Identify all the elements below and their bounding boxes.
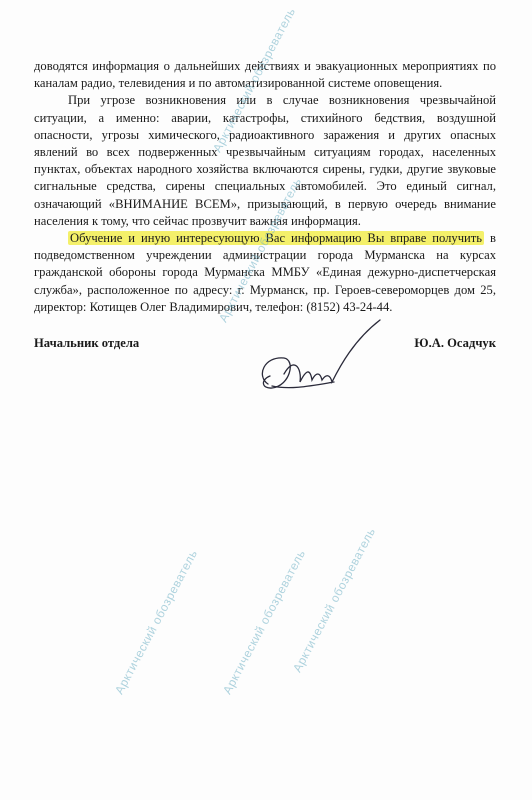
document-body <box>34 58 496 316</box>
watermark-stamp: Арктический обозреватель <box>210 5 299 155</box>
paragraph-evacuation-info: доводятся информация о дальнейших действиях и эвакуационных мероприятиях по каналам радио, телевидения и по автоматизированной системе оповещения. <box>34 59 496 91</box>
highlighted-text: Обучение и иную интересующую Вас информацию Вы вправе получить <box>70 231 483 246</box>
watermark-stamp: Арктический обозреватель <box>112 547 201 697</box>
paragraph-emergency-signal: При угрозе возникновения или в случае возникновения чрезвычайной ситуации, а именно: аварии, катастрофы, стихийного бедствия, воздушной опасности, угрозы химического, радиоактивного заражения и других опасных явлений во всех подверженных чрезвычайным ситуациям городах, населенных пунктах, объектах народного хозяйства включаются сирены, гудки, другие звуковые сигнальные средства, сирены специальных автомобилей. Это единый сигнал, означающий «ВНИМАНИЕ ВСЕМ», призывающий, в первую очередь внимание населения к тому, что сейчас прозвучит важная информация. <box>34 93 496 228</box>
signer-name: Ю.А. Осадчук <box>414 336 496 350</box>
paragraph-training-details: в подведомственном учреждении администрации города Мурманска на курсах гражданской обороны города Мурманска ММБУ «Единая дежурно-диспетчерская служба», расположенное по адресу: г. Мурманск, пр. Героев-североморцев дом 25, директор: Котищев Олег Владимирович, телефон: (8152) 43-24-44. <box>34 231 496 314</box>
paragraph-training-info <box>34 230 496 316</box>
watermark-stamp: Арктический обозреватель <box>220 547 309 697</box>
handwritten-signature <box>250 316 390 406</box>
watermark-stamp: Арктический обозреватель <box>290 525 379 675</box>
signer-title: Начальник отдела <box>34 336 140 350</box>
watermark-stamp: Арктический обозреватель <box>216 175 305 325</box>
